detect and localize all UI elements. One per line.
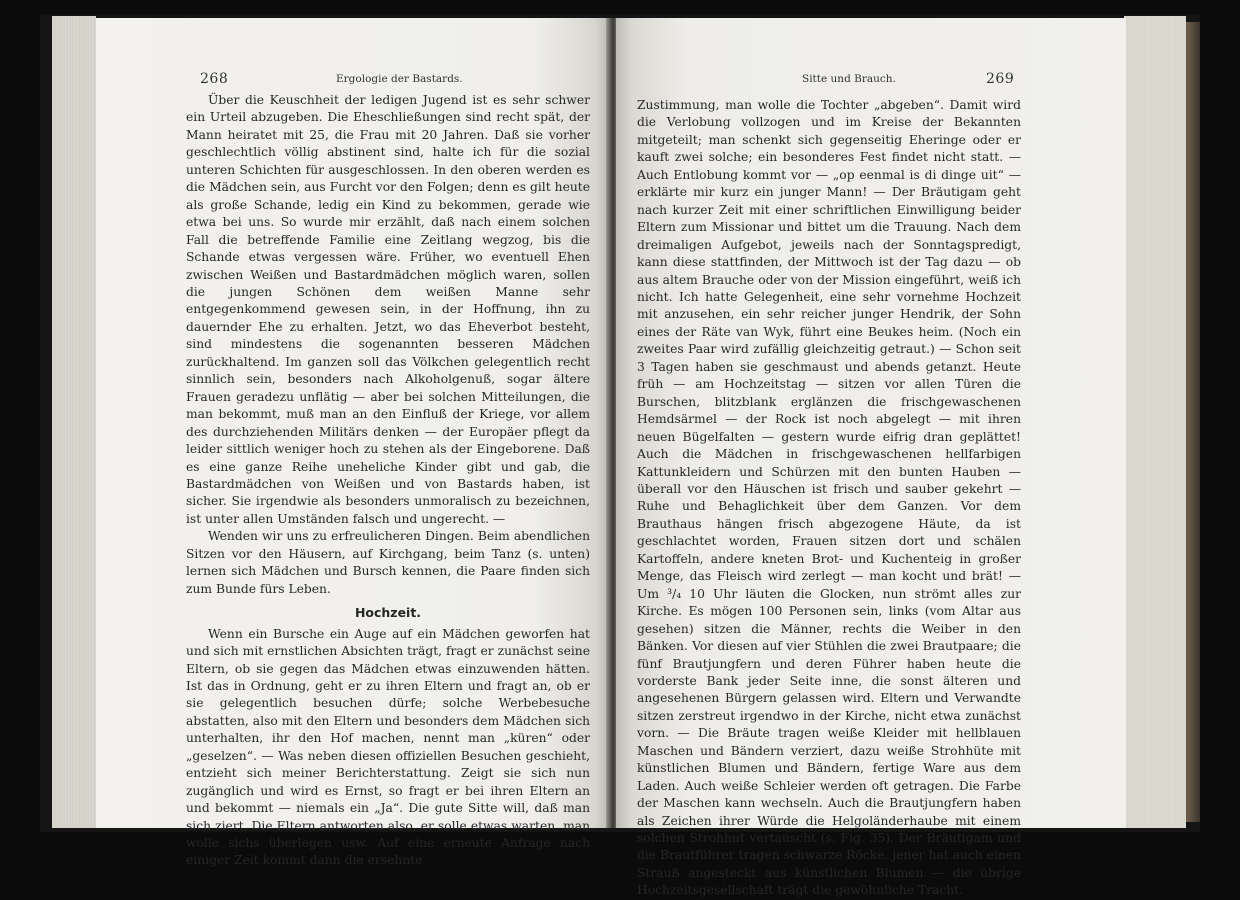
left-page-body — [186, 92, 590, 870]
right-page-number: 269 — [986, 71, 1015, 87]
left-paragraph-3: Wenn ein Bursche ein Auge auf ein Mädchen geworfen hat und sich mit ernstlichen Absichten trägt, fragt er zunächst seine Eltern, ob sie gegen das Mädchen etwas einzuwenden hätten. Ist das in Ordnung, geht er zu ihren Eltern und fragt an, ob er sie gelegentlich besuchen dürfe; solche Werbebesuche abstatten, also mit den Eltern und besonders dem Mädchen sich unterhalten, ihr den Hof machen, nennt man „küren“ oder „geselzen“. — Was neben diesen offiziellen Besuchen geschieht, entzieht sich meiner Berichterstattung. Zeigt sie sich nun zugänglich und wird es Ernst, so fragt er bei ihren Eltern an und bekommt — niemals ein „Ja“. Die gute Sitte will, daß man sich ziert. Die Eltern antworten also, er solle etwas warten, man wolle sichs überlegen usw. Auf eine erneute Anfrage nach einiger Zeit kommt dann die ersehnte — [186, 626, 590, 868]
right-running-head: Sitte und Brauch. — [802, 73, 896, 85]
left-page-number: 268 — [200, 71, 229, 87]
left-running-head: Ergologie der Bastards. — [336, 73, 463, 85]
right-page-edges — [1124, 16, 1186, 828]
left-page — [96, 18, 610, 868]
right-page-body — [637, 97, 1021, 900]
left-paragraph-1: Über die Keuschheit der ledigen Jugend ist es sehr schwer ein Urteil abzugeben. Die Eheschließungen sind recht spät, der Mann heiratet mit 25, die Frau mit 20 Jahren. Daß sie vorher geschlechtlich völlig abstinent sind, halte ich für die sozial unteren Schichten für ausgeschlossen. In den oberen werden es die Mädchen sein, aus Furcht vor den Folgen; denn es gilt heute als große Schande, ledig ein Kind zu bekommen, gerade wie etwa bei uns. So wurde mir erzählt, daß nach einem solchen Fall die betreffende Familie eine Zeitlang wegzog, bis die Schande etwas vergessen wäre. Früher, wo eventuell Ehen zwischen Weißen und Bastardmädchen möglich waren, sollen die jungen Schönen dem weißen Manne sehr entgegenkommend gewesen sein, in der Hoffnung, ihn zu dauernder Ehe zu erhalten. Jetzt, wo das Eheverbot besteht, sind mindestens die sogenannten besseren Mädchen zurückhaltend. Im ganzen soll das Völkchen gelegentlich recht sinnlich sein, besonders nach Alkoholgenuß, sogar ältere Frauen geradezu unflätig — aber bei solchen Mitteilungen, die man bekommt, muß man an den Einfluß der Kriege, vor allem des durchziehenden Militärs denken — der Europäer pflegt da leider sittlich weniger hoch zu stehen als der Eingeborene. Daß es eine ganze Reihe uneheliche Kinder gibt und gab, die Bastardmädchen von Weißen und von Bastards haben, ist sicher. Sie irgendwie als besonders unmoralisch zu bezeichnen, ist unter allen Umständen falsch und ungerecht. — — [186, 93, 590, 526]
right-paragraph-1: Zustimmung, man wolle die Tochter „abgeben“. Damit wird die Verlobung vollzogen und im Kreise der Bekannten mitgeteilt; man schenkt sich gegenseitig Eheringe oder er kauft zwei solche; ein besonderes Fest findet nicht statt. — Auch Entlobung kommt vor — „op eenmal is di dinge uit“ — erklärte mir kurz ein junger Mann! — Der Bräutigam geht nach kurzer Zeit mit einer schriftlichen Einwilligung beider Eltern zum Missionar und bittet um die Trauung. Nach dem dreimaligen Aufgebot, jeweils nach der Sonntagspredigt, kann diese stattfinden, der Mittwoch ist der Tag dazu — ob aus altem Brauche oder von der Mission eingeführt, weiß ich nicht. Ich hatte Gelegenheit, eine sehr vornehme Hochzeit mit anzusehen, ein sehr reicher junger Hendrik, der Sohn eines der Räte van Wyk, führt eine Beukes heim. (Noch ein zweites Paar wird zufällig gleichzeitig getraut.) — Schon seit 3 Tagen haben sie geschmaust und abends getanzt. Heute früh — am Hochzeitstag — sitzen vor allen Türen die Burschen, blitzblank erglänzen die frischgewaschenen Hemdsärmel — der Rock ist noch abgelegt — mit ihren neuen Bügelfalten — gestern wurde eifrig dran geplättet! Auch die Mädchen in frischgewaschenen hellfarbigen Kattunkleidern und Schürzen mit den bunten Hauben — überall vor den Häuschen ist frisch und sauber gekehrt — Ruhe und Behaglichkeit über dem Ganzen. Vor dem Brauthaus hängen frisch abgezogene Häute, da ist geschlachtet worden, Frauen sitzen dort und schälen Kartoffeln, andere kneten Brot- und Kuchenteig in großer Menge, das Fleisch wird zerlegt — man kocht und brät! — Um ³/₄ 10 Uhr läuten die Glocken, nun strömt alles zur Kirche. Es mögen 100 Personen sein, links (vom Altar aus gesehen) sitzen die Männer, rechts die Weiber in den Bänken. Vor diesen auf vier Stühlen die zwei Brautpaare; die fünf Brautjungfern und deren Führer haben heute die vorderste Bank jeder Seite inne, die sonst älteren und angesehenen Bürgern gelassen wird. Eltern und Verwandte sitzen zerstreut irgendwo in der Kirche, nicht etwa zunächst vorn. — Die Bräute tragen weiße Kleider mit hellblauen Maschen und Bändern verziert, dazu weiße Strohhüte mit künstlichen Blumen und Bändern, fertige Ware aus dem Laden. Auch weiße Schleier werden oft getragen. Die Farbe der Maschen kann wechseln. Auch die Brautjungfern haben als Zeichen ihrer Würde die Helgoländerhaube mit einem solchen Strohhut vertauscht (s. Fig. 35). Der Bräutigam und die Brautführer tragen schwarze Röcke, jener hat auch einen Strauß angesteckt aus künstlichen Blumen — die übrige Hochzeitsgesellschaft trägt die gewöhnliche Tracht. — [637, 98, 1021, 898]
left-page-edges — [52, 16, 96, 828]
section-heading-hochzeit: Hochzeit. — [354, 605, 422, 621]
left-paragraph-2: Wenden wir uns zu erfreulicheren Dingen. Beim abendlichen Sitzen vor den Häusern, auf Kirchgang, beim Tanz (s. unten) lernen sich Mädchen und Bursch kennen, die Paare finden sich zum Bunde fürs Leben. — [186, 529, 590, 596]
right-page — [616, 18, 1126, 898]
